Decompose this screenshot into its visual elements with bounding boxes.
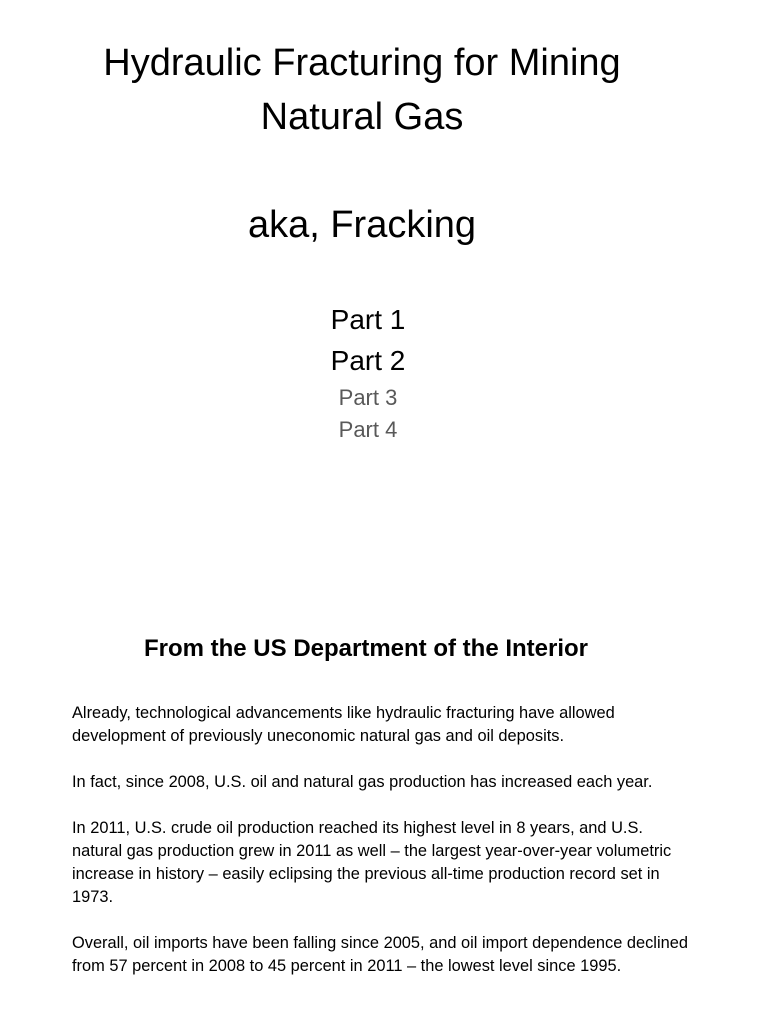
subtitle: aka, Fracking <box>247 204 477 246</box>
part-2-label: Part 2 <box>330 345 406 376</box>
slide-heading: From the US Department of the Interior <box>143 635 589 662</box>
part-3-label: Part 3 <box>338 385 398 410</box>
part-1-label: Part 1 <box>330 304 406 335</box>
paragraph-3: In 2011, U.S. crude oil production reached its highest level in 8 years, and U.S. natural gas production grew in 2011 as well – the largest year-over-year volumetric increase in history – easily eclipsing the previous all-time production record set in 1973. <box>72 819 672 906</box>
slide-body <box>72 702 692 1001</box>
title-line-1: Hydraulic Fracturing for Mining <box>103 42 621 84</box>
paragraph-1: Already, technological advancements like hydraulic fracturing have allowed development of previously uneconomic natural gas and oil deposits. <box>72 704 615 745</box>
interior-slide <box>0 620 768 1024</box>
title-line-2: Natural Gas <box>260 96 464 138</box>
paragraph-2: In fact, since 2008, U.S. oil and natural gas production has increased each year. <box>72 773 653 791</box>
part-4-label: Part 4 <box>338 417 398 442</box>
paragraph-4: Overall, oil imports have been falling since 2005, and oil import dependence declined from 57 percent in 2008 to 45 percent in 2011 – the lowest level since 1995. <box>72 934 688 975</box>
